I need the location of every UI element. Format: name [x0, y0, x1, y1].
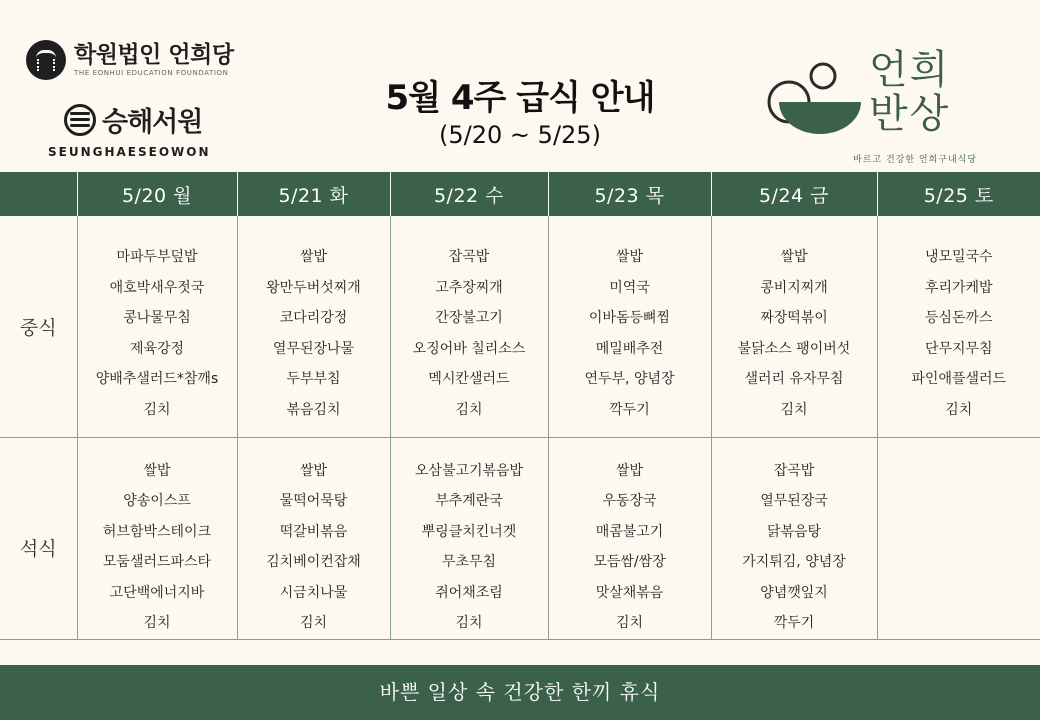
meal-label: 중식	[0, 216, 77, 437]
dish-item: 모듬쌈/쌈장	[593, 554, 666, 570]
dish-item: 김치	[615, 615, 644, 631]
menu-cell	[548, 437, 711, 639]
dish-item: 쥐어채조림	[435, 584, 503, 601]
dish-item: 부추계란국	[435, 493, 503, 509]
page-title: 5월 4주 급식 안내	[385, 78, 655, 118]
dish-item: 이바돔등뼈찜	[588, 310, 671, 326]
dish-item: 콩나물무침	[123, 310, 191, 326]
dish-item: 콩비지찌개	[760, 279, 828, 296]
dish-item: 양념깻잎지	[760, 584, 828, 601]
dish-item: 잡곡밥	[773, 462, 815, 479]
dish-item: 등심돈까스	[924, 310, 993, 326]
dish-item: 닭볶음탕	[766, 523, 822, 540]
dish-item: 짜장떡볶이	[760, 310, 828, 326]
dish-item: 뿌링클치킨너겟	[421, 523, 517, 540]
corner-cell	[0, 172, 77, 216]
dish-item: 후리가케밥	[924, 279, 993, 296]
dish-item: 쌀밥	[615, 249, 644, 265]
page-date-range: (5/20 ~ 5/25)	[439, 121, 601, 149]
dish-item: 떡갈비볶음	[279, 523, 348, 540]
seowon-name: 승해서원	[102, 107, 203, 138]
dish-item: 코다리강정	[279, 310, 348, 326]
menu-cell	[237, 216, 390, 437]
dish-item: 매콤불고기	[595, 523, 664, 540]
dish-item: 파인애플샐러드	[911, 371, 1007, 387]
dish-item: 김치	[455, 615, 483, 631]
dish-item: 메밀배추전	[595, 340, 664, 357]
dish-item: 멕시칸샐러드	[428, 371, 510, 387]
foundation-subtitle: THE EONHUI EDUCATION FOUNDATION	[74, 69, 229, 77]
dish-item: 깍두기	[609, 401, 650, 418]
menu-cell	[711, 437, 877, 639]
brand-subtitle: 바르고 건강한 언희구내식당	[853, 155, 978, 165]
day-header: 5/21 화	[237, 172, 390, 216]
dish-item: 깍두기	[773, 615, 815, 631]
dish-item: 샐러리 유자무침	[744, 371, 844, 387]
dish-item: 두부부침	[286, 371, 341, 387]
dish-item: 고추장찌개	[435, 279, 503, 296]
dish-item: 제육강정	[129, 340, 185, 357]
dish-item: 허브함박스테이크	[102, 523, 212, 540]
brand-logo	[765, 48, 1015, 168]
menu-cell	[237, 437, 390, 639]
dish-item: 양배추샐러드*참깨s	[95, 371, 219, 387]
day-header: 5/22 수	[390, 172, 548, 216]
dish-item: 단무지무침	[924, 340, 993, 357]
dish-item: 맛살채볶음	[595, 584, 664, 601]
dish-item: 볶음김치	[286, 401, 341, 418]
title-block	[300, 70, 740, 149]
dish-item: 김치	[299, 615, 328, 631]
menu-cell	[390, 216, 548, 437]
day-header: 5/23 목	[548, 172, 711, 216]
day-header: 5/20 월	[77, 172, 237, 216]
dish-item: 김치	[780, 401, 808, 418]
header	[0, 0, 1040, 172]
dish-item: 김치	[945, 401, 973, 418]
menu-table	[0, 172, 1040, 640]
dish-item: 모둠샐러드파스타	[102, 554, 212, 570]
dish-item: 물떡어묵탕	[279, 493, 348, 509]
dish-item: 김치	[143, 615, 171, 631]
dish-item: 쌀밥	[780, 249, 808, 265]
dish-item: 시금치나물	[279, 584, 348, 601]
dish-item: 열무된장나물	[272, 340, 355, 357]
menu-cell	[877, 216, 1040, 437]
meal-row	[0, 216, 1040, 437]
dish-item: 쌀밥	[299, 249, 328, 265]
dish-item: 잡곡밥	[448, 249, 490, 265]
dish-item: 왕만두버섯찌개	[266, 279, 361, 296]
dish-item: 쌀밥	[143, 462, 171, 479]
dish-item: 김치	[455, 401, 483, 418]
day-header: 5/24 금	[711, 172, 877, 216]
menu-cell	[877, 437, 1040, 639]
dish-item: 김치베이컨잡채	[266, 554, 361, 570]
foundation-seal-icon	[26, 40, 66, 80]
menu-cell	[77, 216, 237, 437]
dish-item: 양송이스프	[123, 493, 191, 509]
dish-item: 불닭소스 팽이버섯	[737, 340, 851, 357]
brand-name: 언희 반상	[869, 47, 951, 137]
dish-item: 무초무침	[441, 554, 497, 570]
dish-item: 열무된장국	[760, 493, 828, 509]
menu-cell	[77, 437, 237, 639]
dish-item: 냉모밀국수	[924, 249, 993, 265]
menu-cell	[711, 216, 877, 437]
dish-item: 오징어바 칠리소스	[412, 340, 526, 357]
dish-item: 간장불고기	[435, 310, 503, 326]
meal-row	[0, 437, 1040, 639]
seowon-logo	[48, 100, 228, 159]
dish-item: 연두부, 양념장	[584, 371, 675, 387]
dish-item: 마파두부덮밥	[116, 249, 198, 265]
foundation-logo	[26, 40, 234, 80]
footer-slogan: 바쁜 일상 속 건강한 한끼 휴식	[0, 665, 1040, 720]
seowon-mark-icon	[64, 104, 96, 136]
menu-cell	[390, 437, 548, 639]
dish-item: 우동장국	[602, 493, 657, 509]
dish-item: 고단백에너지바	[109, 584, 205, 601]
day-header-row	[0, 172, 1040, 216]
dish-item: 쌀밥	[299, 462, 328, 479]
foundation-name: 학원법인 언희당	[74, 42, 234, 68]
menu-cell	[548, 216, 711, 437]
bowl-logo-icon	[765, 58, 865, 148]
seowon-subtitle: SEUNGHAESEOWON	[48, 145, 211, 159]
day-header: 5/25 토	[877, 172, 1040, 216]
dish-item: 오삼불고기볶음밥	[414, 462, 524, 479]
dish-item: 애호박새우젓국	[109, 279, 205, 296]
meal-label: 석식	[0, 437, 77, 639]
dish-item: 김치	[143, 401, 171, 418]
dish-item: 미역국	[609, 279, 650, 296]
dish-item: 쌀밥	[615, 462, 644, 479]
dish-item: 가지튀김, 양념장	[742, 554, 846, 570]
